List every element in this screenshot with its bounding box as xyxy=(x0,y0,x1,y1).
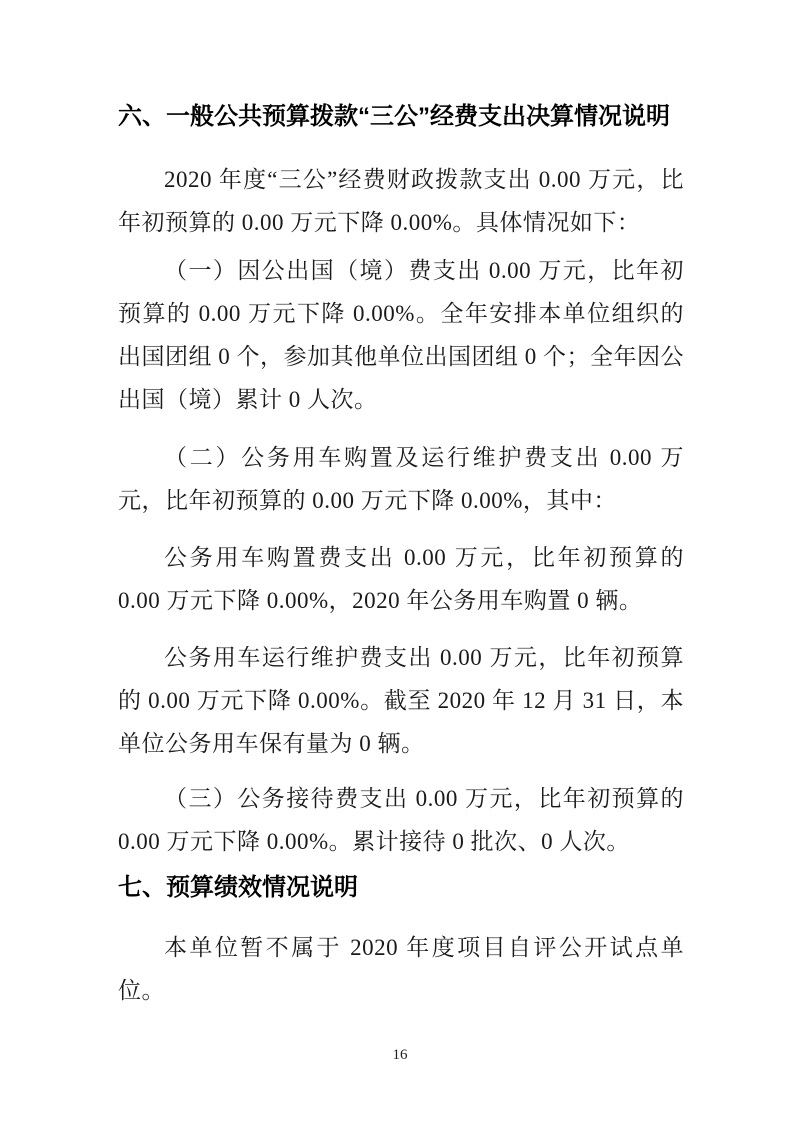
paragraph-three-public-total: 2020 年度“三公”经费财政拨款支出 0.00 万元，比年初预算的 0.00 万元下降 0.00%。具体情况如下： xyxy=(118,167,684,235)
paragraph-overseas-travel: （一）因公出国（境）费支出 0.00 万元，比年初预算的 0.00 万元下降 0.00%。全年安排本单位组织的出国团组 0 个，参加其他单位出国团组 0 个；全年因公出国（境）累计 0 人次。 xyxy=(118,258,684,412)
paragraph-official-reception: （三）公务接待费支出 0.00 万元，比年初预算的 0.00 万元下降 0.00%。累计接待 0 批次、0 人次。 xyxy=(118,786,684,854)
section-heading-6: 六、一般公共预算拨款“三公”经费支出决算情况说明 xyxy=(118,103,670,130)
paragraph-vehicle-total: （二）公务用车购置及运行维护费支出 0.00 万元，比年初预算的 0.00 万元下降 0.00%，其中： xyxy=(118,445,684,513)
paragraph-performance-note: 本单位暂不属于 2020 年度项目自评公开试点单位。 xyxy=(118,935,684,1003)
paragraph-vehicle-purchase: 公务用车购置费支出 0.00 万元，比年初预算的 0.00 万元下降 0.00%，2020 年公务用车购置 0 辆。 xyxy=(118,545,684,613)
section-heading-7: 七、预算绩效情况说明 xyxy=(118,874,358,901)
page-number: 16 xyxy=(392,1047,408,1063)
paragraph-vehicle-maintenance: 公务用车运行维护费支出 0.00 万元，比年初预算的 0.00 万元下降 0.00%。截至 2020 年 12 月 31 日，本单位公务用车保有量为 0 辆。 xyxy=(118,645,684,756)
